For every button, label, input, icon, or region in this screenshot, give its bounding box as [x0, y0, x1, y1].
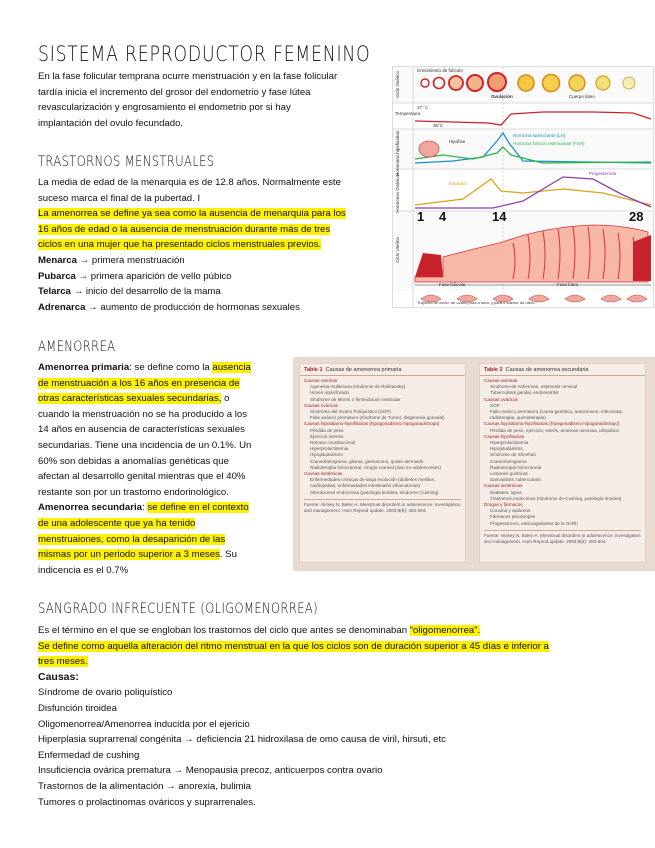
definition-desc: → aumento de producción de hormonas sexuales: [88, 301, 300, 313]
table-row: Tuberculosis genital, endometritis: [490, 390, 559, 396]
highlighted-text: Se define como aquella alteración del ritmo menstrual en la que los ciclos son de duración superior a 45 días e inferior a: [38, 640, 549, 652]
follicle-icon: [449, 76, 463, 90]
text-span: . Su: [219, 549, 237, 561]
text-span: o: [221, 393, 230, 405]
table-row: Hiperprolactinemia: [310, 446, 349, 452]
text-line: 14 años en ausencia de características sexuales: [38, 424, 245, 436]
definition-term: Menarca: [38, 254, 77, 266]
text-span: : se define como la: [129, 362, 213, 373]
intro-paragraph: [38, 69, 337, 131]
cause-item: Hiperplasia suprarrenal congénita → deficiencia 21 hidroxilasa de omo causa de viril, hirsuti, etc: [38, 734, 446, 746]
text-span: :: [141, 502, 148, 514]
menstrual-flow-shape: [633, 235, 651, 281]
table-row: Cocaína y opiáceos: [490, 508, 531, 514]
definition-desc: → primera aparición de vello púbico: [78, 270, 232, 282]
follicle-growth-label: Crecimiento de folículo: [417, 68, 463, 73]
table-row: Pérdida de peso: [310, 427, 344, 433]
definition-item: [38, 253, 346, 269]
table-section-header: Causas sistémicas: [484, 483, 523, 489]
table-row: Síndrome de Morris o feminización testicular: [310, 396, 401, 402]
table-section-header: Causas sistémicas: [304, 471, 343, 477]
table-row: Diabetes, lupus: [490, 489, 522, 495]
row-label: Hormonas hipofisarias: [395, 131, 400, 176]
progesterone-label: Progesterona: [589, 171, 617, 176]
follicle-icon: [467, 75, 483, 91]
amenorrea-paragraph: [38, 360, 251, 578]
text-line: secundarias. Tiene una incidencia de un 0.1%. Un: [38, 439, 252, 451]
table-body: [300, 376, 465, 516]
highlighted-text: se define en el contexto: [147, 502, 249, 514]
table-number: Table 1: [304, 367, 323, 373]
table-row: Enfermedades crónicas de larga evolución (diabetes mellitus, cardiopatías, enfermedades intestinales inflamatorias): [310, 477, 436, 489]
highlighted-text: ausencia: [212, 362, 251, 373]
lh-label: Hormona luteinizante (LH): [513, 133, 566, 138]
estradiol-label: Estradiol: [449, 181, 467, 186]
cause-item: Síndrome de ovario poliquístico: [38, 687, 173, 699]
highlighted-text: de una adolescente que ya ha tenido: [38, 517, 196, 529]
table-row: Sarcoidosis, tuberculosis: [490, 477, 541, 483]
table-body: [480, 376, 645, 547]
table-section-header: Drogas y fármacos: [484, 502, 523, 508]
definition-term: Pubarca: [38, 270, 76, 282]
corpus-luteum-icon: [518, 75, 534, 91]
section-heading-trastornos: TRASTORNOS MENSTRUALES: [38, 154, 215, 170]
table-row: Síndrome de Asherman, estenosis cervical: [490, 384, 578, 390]
table-source: Fuente: Hickey N, Balen A. Menstrual disorders in adolescence: investigation and management. Hum Reprod update. 2003;9(5): 493-504.: [484, 530, 641, 545]
table-row: Radioterapia holocraneal: [490, 464, 542, 470]
highlighted-text: de menstruación a los 16 años en presencia de: [38, 377, 240, 389]
table-row: Trastornos endocrinos (síndrome de Cushing, patología tiroidea): [490, 495, 622, 501]
ovulation-label: Ovulación: [491, 94, 513, 99]
table-title: [480, 364, 645, 376]
temperature-row-bg: [393, 103, 653, 129]
section-heading-oligomenorrea: SANGRADO INFRECUENTE (OLIGOMENORREA): [38, 601, 319, 617]
trastornos-paragraph: [38, 175, 346, 315]
cause-item: Trastornos de la alimentación → anorexia, bulimia: [38, 780, 251, 792]
temperature-high-label: 37° C: [417, 105, 429, 110]
table-row: Hipopituitarismo: [310, 452, 343, 458]
corpus-luteum-icon: [569, 75, 585, 91]
cause-item: Enfermedad de cushing: [38, 749, 140, 761]
highlighted-text: 16 años de edad o la ausencia de menstruación durante más de tres: [38, 223, 331, 235]
row-label: Hormonas Ováricas: [395, 173, 400, 213]
intro-line: tardía inicia el incremento del grosor del endometrio y fase lútea: [38, 86, 311, 98]
fsh-label: Hormona folículo estimulante (FSH): [513, 141, 585, 146]
table-row: Radioterapia holocraneal, cirugía craneal (raro en adolescentes): [310, 464, 441, 470]
follicular-phase-label: Fase folicular: [439, 282, 466, 287]
table-section-header: Causas ováricas: [304, 402, 338, 408]
highlighted-text: otras características sexuales secundarias,: [38, 393, 222, 405]
text-line: restante son por un trastorno endorinológico.: [38, 486, 229, 498]
table-source: Fuente: Hickey N, Balen A. Menstrual disorders in adolescence: investigation and management. Hum Reprod update. 2003;9(5): 493-504.: [304, 499, 461, 514]
definition-item: [38, 269, 346, 285]
text-span: Es el término en el que se engloban los trastornos del ciclo que antes se denominaban: [38, 625, 410, 636]
term-amenorrea-primaria: Amenorrea primaria: [38, 362, 130, 373]
table-row: Fallo ovárico prematuro (causa genética, autoinmune, infecciosa, radioterapia, quimioterapia): [490, 409, 623, 421]
definition-desc: → inicio del desarrollo de la mama: [73, 286, 221, 298]
text-line: 60% son debidas a anomalías genéticas que: [38, 455, 229, 467]
table-section-header: Causas hipotálamo-hipofisarias (hipogonadismo hipogonadotropo): [304, 421, 440, 427]
definition-term: Telarca: [38, 286, 71, 298]
follicle-sequence: [421, 73, 635, 92]
text-line: La media de edad de la menarquia es de 12.8 años. Normalmente este: [38, 177, 341, 188]
row-label: Ciclo Ovárico: [395, 71, 400, 98]
table-section-header: Causas hipotálamo-hipofisarias (hipogonadismo hipogonadotropo): [484, 421, 620, 427]
table-row: Agenesia mülleriana (síndrome de Rokitansky): [310, 384, 406, 390]
cause-item: Oligomenorrea/Amenorrea inducida por el ejericio: [38, 718, 250, 730]
cause-item: Disfunción tiroidea: [38, 702, 117, 714]
highlighted-text: menstruaiones, como la desaparición de las: [38, 533, 226, 545]
table-section-header: Causas uterinas: [484, 378, 518, 383]
text-line: afectan al desarrollo genital mientras que el 40%: [38, 471, 246, 483]
table-section-header: Causas uterinas: [304, 378, 338, 383]
text-line: indicencia es el 0.7%: [38, 564, 129, 576]
table-row: Himen imperforado: [310, 390, 350, 396]
highlighted-text: “oligomenorrea”.: [409, 625, 481, 636]
highlighted-text: tres meses.: [38, 656, 88, 668]
table-section-header: Causas ováricas: [484, 396, 518, 402]
day-label: 4: [439, 209, 447, 224]
corpus-luteum-icon: [543, 75, 560, 92]
corpus-albicans-icon: [623, 77, 635, 89]
hormone-label: Hipófise: [449, 139, 466, 144]
amenorrhea-causes-tables: [293, 357, 655, 571]
table-row: Hipopituitarismo: [490, 446, 523, 452]
table-row: Fallo ovárico prematuro (síndrome de Turner, disgenesia gonadal): [310, 415, 445, 421]
definition-desc: → primera menstruación: [79, 254, 185, 266]
highlighted-text: La amenorrea se define ya sea como la ausencia de menarquia para los: [38, 208, 346, 220]
table-row: Fármacos psicotropos: [490, 514, 536, 520]
table-row: SOP: [490, 402, 500, 408]
table-row: Retraso constitucional: [310, 440, 356, 446]
section-heading-amenorrea: AMENORREA: [38, 339, 116, 355]
table-row: Ejercicio intenso: [310, 433, 344, 439]
menstrual-cycle-figure: [392, 66, 654, 308]
corpus-albicans-icon: [596, 76, 610, 90]
table-row: Progestaroms, anticoagulantes de la GnRh: [490, 520, 578, 526]
cause-item: Tumores o prolactinomas ováricos y suprarrenales.: [38, 796, 256, 808]
intro-line: En la fase folicular temprana ocurre menstruación y en la fase folicular: [38, 71, 338, 82]
table-row: Lesiones quísticas: [490, 471, 528, 477]
table-primary-causes: [299, 363, 466, 563]
table-title-text: Causas de amenorrea secundaria: [505, 367, 589, 373]
term-amenorrea-secundaria: Amenorrea secundaria: [38, 502, 142, 514]
temperature-low-label: 36°C: [433, 123, 444, 128]
day-label: 14: [492, 209, 507, 224]
table-row: Síndrome del Ovario Poliquístico (SOP): [310, 409, 391, 415]
table-row: Pérdida de peso, ejercicio, estrés, anorexia nerviosa, idiopática: [490, 427, 619, 433]
table-row: Craneofaringioma: [490, 458, 527, 464]
row-label: Ciclo Uterino: [395, 237, 400, 263]
intro-line: revascularización y engrosamiento el endometrio por si hay: [38, 102, 291, 114]
table-row: Craneofaringioma, glioma, germinoma, quiste dermoide: [310, 458, 424, 464]
table-title: [300, 364, 465, 376]
definition-item: [38, 300, 346, 316]
table-row: Hiperprolactinemia: [490, 440, 529, 446]
highlighted-text: mismas por un periodo superior a 3 meses: [38, 549, 220, 561]
text-line: cuando la menstruación no se ha producido a los: [38, 408, 248, 420]
definition-item: [38, 284, 346, 300]
menstrual-cycle-diagram: [393, 67, 653, 307]
figure-caption: Trayecto de óvulo: de ovario para a tuba, y para o interior do útero.: [417, 300, 536, 305]
intro-line: implantación del ovulo fecundado.: [38, 117, 184, 129]
page-title: SISTEMA REPRODUCTOR FEMENINO: [38, 42, 371, 66]
day-label: 28: [629, 209, 644, 224]
day-label: 1: [417, 209, 425, 224]
table-secondary-causes: [479, 363, 646, 563]
table-number: Table 2: [484, 367, 503, 373]
corpus-luteum-label: Cuerpo lúteo: [569, 94, 595, 99]
luteal-phase-label: Fase lútea: [557, 282, 579, 287]
definition-term: Adrenarca: [38, 301, 86, 313]
table-section-header: Causas hipofisarias: [484, 433, 525, 439]
table-row: Síndrome de Sheehan: [490, 452, 536, 458]
pituitary-icon: [419, 141, 439, 157]
highlighted-text: ciclos en una mujer que ha presentado ciclos menstruales previos.: [38, 239, 322, 251]
causes-label: Causas:: [38, 670, 79, 683]
oligomenorrea-paragraph: [38, 623, 549, 810]
table-row: Alteraciones endocrinas (patología tiroidea, síndrome Cushing): [310, 489, 439, 495]
ovulating-follicle-icon: [488, 73, 506, 91]
cause-item: Insuficiencia ovárica prematura → Menopausia precoz, anticuerpos contra ovario: [38, 765, 383, 777]
row-label: Temperatura: [395, 111, 421, 116]
text-line: suceso marca el final de la pubertad. I: [38, 192, 201, 204]
table-title-text: Causas de amenorrea primaria: [325, 367, 402, 373]
